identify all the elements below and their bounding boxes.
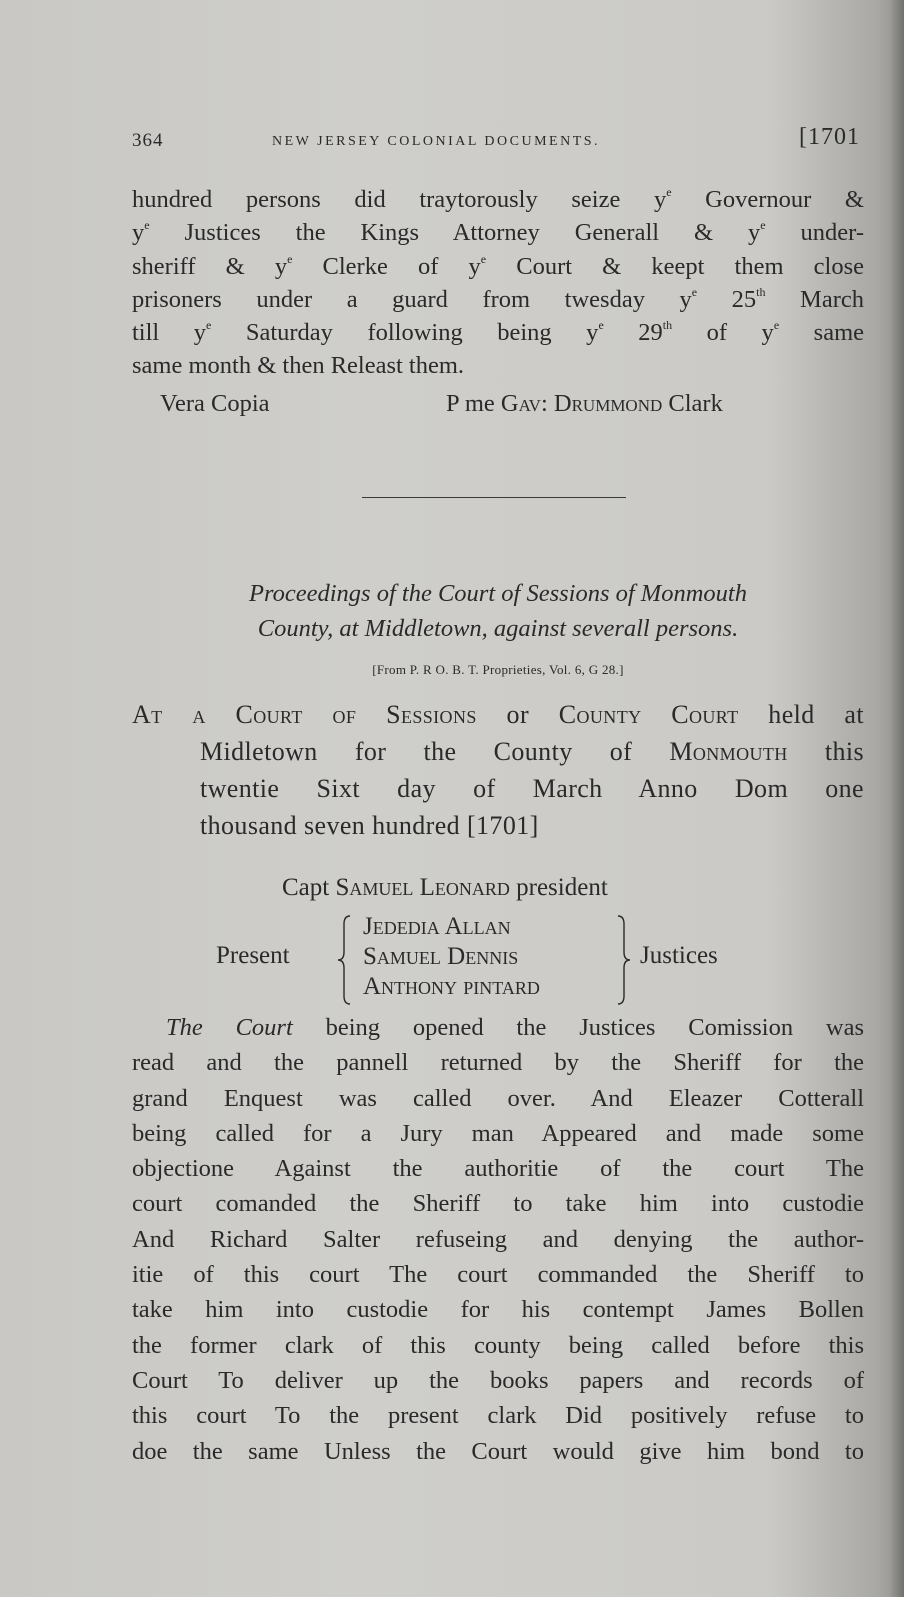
text-line: read and the pannell returned by the Sheriff for the — [132, 1049, 864, 1077]
text-line: court comanded the Sheriff to take him into custodie — [132, 1190, 864, 1218]
text-line: same month & then Releast them. — [132, 352, 465, 380]
justice-names — [363, 912, 540, 1002]
header-year: [1701 — [799, 124, 860, 150]
text-line: And Richard Salter refuseing and denying the author- — [132, 1225, 864, 1253]
text-line: hundred persons did traytorously seize $y^e$ Governour & — [132, 185, 864, 213]
text-line: the former clark of this county being called before this — [132, 1331, 864, 1359]
page-number: 364 — [132, 130, 164, 151]
text-line: doe the same Unless the Court would give him bond to — [132, 1437, 864, 1465]
text-line: prisoners under a guard from twesday $y^e$ 25th March — [132, 284, 864, 313]
justice-name: Samuel Dennis — [363, 943, 519, 970]
text-line: Midletown for the County of Monmouth this — [200, 737, 865, 766]
text-line: objectione Against the authoritie of the court The — [132, 1155, 864, 1183]
text-line: At a Court of Sessions or County Court held at — [132, 700, 864, 729]
source-citation: [From P. R O. B. T. Proprieties, Vol. 6, G 28.] — [372, 662, 624, 677]
text-line: itie of this court The court commanded the Sheriff to — [132, 1261, 864, 1289]
heading-line-2: County, at Middletown, against severall persons. — [257, 615, 739, 642]
section-heading — [132, 576, 864, 646]
justice-name: Jededia Allan — [363, 913, 511, 940]
page-edge-shadow — [890, 0, 904, 1597]
court-intro — [132, 696, 864, 844]
copia-signature: P me Gav: Drummond Clark — [446, 390, 723, 417]
opening-paragraph — [132, 183, 864, 383]
text-line: this court To the present clark Did positively refuse to — [132, 1402, 864, 1430]
running-header — [132, 124, 860, 164]
heading-line-1: Proceedings of the Court of Sessions of Monmouth — [249, 580, 747, 607]
section-divider — [362, 497, 626, 498]
text-line: thousand seven hundred [1701] — [200, 811, 539, 840]
copia-left: Vera Copia — [160, 390, 270, 417]
court-president: Capt Samuel Leonard president — [282, 874, 608, 901]
left-brace — [336, 914, 356, 1006]
text-line: take him into custodie for his contempt James Bollen — [132, 1296, 864, 1324]
present-label: Present — [216, 942, 290, 969]
text-line: $y^e$ Justices the Kings Attorney Generall & $y^e$ under- — [132, 218, 864, 247]
text-line: being called for a Jury man Appeared and made some — [132, 1119, 864, 1147]
text-line: The Court being opened the Justices Comission was — [166, 1014, 864, 1041]
justice-name: Anthony pintard — [363, 973, 540, 1000]
text-line: grand Enquest was called over. And Eleazer Cotterall — [132, 1084, 864, 1112]
justices-present — [216, 912, 756, 1022]
running-title: NEW JERSEY COLONIAL DOCUMENTS. — [272, 134, 601, 149]
text-line: Court To deliver up the books papers and records of — [132, 1366, 864, 1394]
copia-attestation — [160, 390, 860, 418]
text-line: sheriff & $y^e$ Clerke of $y^e$ Court & keept them close — [132, 251, 864, 280]
justices-label: Justices — [640, 942, 718, 969]
text-line: twentie Sixt day of March Anno Dom one — [200, 774, 864, 803]
text-line: till $y^e$ Saturday following being $y^e$ 29th of $y^e$ same — [132, 318, 864, 347]
text-line-italic: The Court — [166, 1014, 293, 1041]
right-brace — [614, 914, 634, 1006]
proceedings-paragraph — [132, 1010, 864, 1469]
